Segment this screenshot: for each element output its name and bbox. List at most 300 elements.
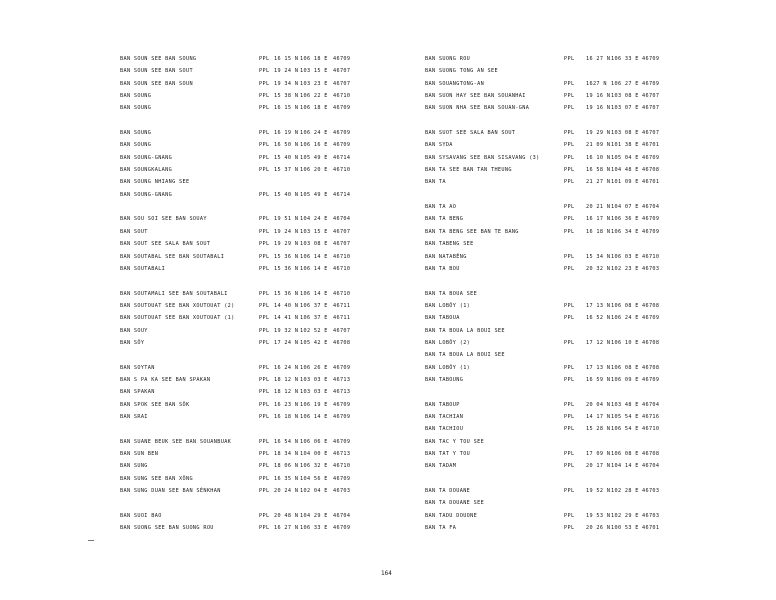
latitude: 19 24 N bbox=[274, 68, 299, 75]
feature-class: PPL bbox=[259, 389, 270, 396]
gazetteer-entry bbox=[120, 266, 420, 278]
latitude: 15 28 N bbox=[586, 426, 611, 433]
map-sheet-code: 46709 bbox=[333, 413, 351, 420]
gazetteer-entry bbox=[120, 278, 420, 290]
feature-class: PPL bbox=[259, 253, 270, 260]
gazetteer-entry bbox=[425, 476, 725, 488]
longitude: 101 09 E bbox=[611, 179, 639, 186]
latitude: 20 24 N bbox=[274, 488, 299, 495]
place-name: BAN TAT Y TOU bbox=[425, 451, 471, 457]
gazetteer-entry bbox=[120, 241, 420, 253]
place-name: BAN SOUY bbox=[120, 327, 148, 334]
gazetteer-entry bbox=[120, 81, 420, 93]
feature-class: PPL bbox=[564, 167, 575, 174]
gazetteer-entry bbox=[425, 130, 725, 142]
place-name: BAN SOUNG bbox=[120, 130, 152, 137]
place-name: BAN SOUN SEE BAN SOUN bbox=[120, 80, 193, 87]
latitude: 20 26 N bbox=[586, 525, 611, 532]
gazetteer-entry bbox=[425, 291, 725, 303]
latitude: 15 40 N bbox=[274, 191, 299, 198]
map-sheet-code: 46709 bbox=[333, 130, 351, 137]
latitude: 16 58 N bbox=[586, 167, 611, 174]
place-name: BAN SUONG TONG AN SEE bbox=[425, 68, 498, 75]
map-sheet-code: 46707 bbox=[642, 130, 660, 137]
map-sheet-code: 46709 bbox=[333, 56, 351, 62]
longitude: 104 00 E bbox=[300, 451, 328, 457]
gazetteer-entry bbox=[425, 216, 725, 228]
gazetteer-entry bbox=[120, 365, 420, 377]
margin-mark bbox=[88, 540, 94, 541]
feature-class: PPL bbox=[564, 142, 575, 149]
feature-class: PPL bbox=[259, 451, 270, 457]
gazetteer-entry bbox=[425, 500, 725, 512]
map-sheet-code: 46709 bbox=[642, 376, 660, 383]
longitude: 103 07 E bbox=[611, 105, 639, 112]
feature-class: PPL bbox=[259, 327, 270, 334]
place-name: BAN SOUNG bbox=[120, 105, 152, 112]
place-name: BAN SOUN SEE BAN SOUT bbox=[120, 68, 193, 75]
feature-class: PPL bbox=[259, 167, 270, 174]
map-sheet-code: 46710 bbox=[333, 463, 351, 470]
longitude: 102 52 E bbox=[300, 327, 328, 334]
longitude: 100 53 E bbox=[611, 525, 639, 532]
gazetteer-entry bbox=[425, 377, 725, 389]
gazetteer-entry bbox=[120, 229, 420, 241]
place-name: BAN TAC Y TOU SEE bbox=[425, 438, 485, 445]
longitude: 105 42 E bbox=[300, 339, 328, 346]
place-name: BAN SOUTABAL SEE BAN SOUTABALI bbox=[120, 253, 225, 260]
feature-class: PPL bbox=[564, 413, 575, 420]
latitude: 19 32 N bbox=[274, 327, 299, 334]
map-sheet-code: 46707 bbox=[333, 327, 351, 334]
longitude: 106 54 E bbox=[611, 426, 639, 433]
map-sheet-code: 46716 bbox=[642, 413, 660, 420]
map-sheet-code: 46709 bbox=[333, 401, 351, 408]
gazetteer-entry bbox=[120, 204, 420, 216]
map-sheet-code: 46710 bbox=[333, 265, 351, 272]
place-name: BAN SYDA bbox=[425, 142, 453, 149]
latitude: 16 27 N bbox=[274, 525, 299, 532]
place-name: BAN NATABÊNG bbox=[425, 253, 467, 260]
place-name: BAN SOUNGKALANG bbox=[120, 167, 173, 174]
feature-class: PPL bbox=[259, 130, 270, 137]
gazetteer-entry bbox=[425, 414, 725, 426]
longitude: 106 32 E bbox=[300, 463, 328, 470]
longitude: 106 19 E bbox=[300, 401, 328, 408]
place-name: BAN TA BOUA LA BOUI SEE bbox=[425, 327, 505, 334]
gazetteer-entry bbox=[120, 500, 420, 512]
place-name: BAN SOUNG bbox=[120, 93, 152, 100]
latitude: 16 18 N bbox=[586, 228, 611, 235]
longitude: 105 49 E bbox=[300, 191, 328, 198]
gazetteer-entry bbox=[425, 303, 725, 315]
gazetteer-entry bbox=[425, 105, 725, 117]
latitude: 15 36 N bbox=[274, 253, 299, 260]
longitude: 106 34 E bbox=[611, 228, 639, 235]
longitude: 106 14 E bbox=[300, 413, 328, 420]
map-sheet-code: 46710 bbox=[333, 253, 351, 260]
map-sheet-code: 46709 bbox=[333, 105, 351, 112]
latitude: 15 36 N bbox=[274, 290, 299, 297]
longitude: 101 38 E bbox=[611, 142, 639, 149]
map-sheet-code: 46708 bbox=[642, 451, 660, 457]
place-name: BAN SUON NHA SEE BAN SOUAN-GNA bbox=[425, 105, 530, 112]
gazetteer-entry bbox=[120, 451, 420, 463]
latitude: 19 16 N bbox=[586, 93, 611, 100]
map-sheet-code: 46707 bbox=[333, 228, 351, 235]
gazetteer-entry bbox=[120, 476, 420, 488]
gazetteer-entry bbox=[120, 254, 420, 266]
longitude: 103 23 E bbox=[300, 80, 328, 87]
latitude: 20 32 N bbox=[586, 265, 611, 272]
place-name: BAN TA DOUANE SEE bbox=[425, 500, 485, 507]
latitude: 16 19 N bbox=[274, 130, 299, 137]
latitude: 15 38 N bbox=[274, 93, 299, 100]
latitude: 19 29 N bbox=[586, 130, 611, 137]
feature-class: PPL bbox=[259, 512, 270, 519]
gazetteer-entry bbox=[120, 93, 420, 105]
longitude: 106 14 E bbox=[300, 290, 328, 297]
place-name: BAN SPAKAN bbox=[120, 389, 155, 396]
longitude: 106 33 E bbox=[300, 525, 328, 532]
latitude: 20 48 N bbox=[274, 512, 299, 519]
map-sheet-code: 46710 bbox=[642, 426, 660, 433]
map-sheet-code: 46701 bbox=[642, 179, 660, 186]
latitude: 19 52 N bbox=[586, 488, 611, 495]
longitude: 105 49 E bbox=[300, 154, 328, 161]
gazetteer-entry bbox=[120, 328, 420, 340]
longitude: 104 24 E bbox=[300, 216, 328, 223]
latitude: 16 50 N bbox=[274, 142, 299, 149]
page-number: 164 bbox=[381, 570, 392, 577]
feature-class: PPL bbox=[564, 376, 575, 383]
place-name: BAN TA BENG SEE BAN TE BANG bbox=[425, 228, 519, 235]
gazetteer-entry bbox=[120, 513, 420, 525]
longitude: 106 16 E bbox=[300, 142, 328, 149]
latitude: 16 15 N bbox=[274, 105, 299, 112]
longitude: 104 14 E bbox=[611, 463, 639, 470]
longitude: 106 08 E bbox=[611, 364, 639, 371]
latitude: 16 54 N bbox=[274, 438, 299, 445]
map-sheet-code: 46708 bbox=[642, 302, 660, 309]
map-sheet-code: 46710 bbox=[333, 167, 351, 174]
place-name: BAN SYSAVANG SEE BAN SISAVANG (3) bbox=[425, 154, 540, 161]
longitude: 106 36 E bbox=[611, 216, 639, 223]
feature-class: PPL bbox=[564, 426, 575, 433]
feature-class: PPL bbox=[564, 228, 575, 235]
map-sheet-code: 46709 bbox=[333, 475, 351, 482]
place-name: BAN SOUNG bbox=[120, 142, 152, 149]
latitude: 18 12 N bbox=[274, 389, 299, 396]
gazetteer-entry bbox=[425, 389, 725, 401]
map-sheet-code: 46714 bbox=[333, 154, 351, 161]
latitude: 16 18 N bbox=[274, 413, 299, 420]
longitude: 104 48 E bbox=[611, 167, 639, 174]
gazetteer-entry bbox=[425, 328, 725, 340]
latitude: 19 24 N bbox=[274, 228, 299, 235]
gazetteer-entry bbox=[425, 93, 725, 105]
place-name: BAN TA BOUA SEE bbox=[425, 290, 478, 297]
map-sheet-code: 46703 bbox=[333, 488, 351, 495]
gazetteer-entry bbox=[425, 56, 725, 68]
longitude: 106 18 E bbox=[300, 56, 328, 62]
map-sheet-code: 46708 bbox=[333, 339, 351, 346]
place-name: BAN LOBÔY (2) bbox=[425, 339, 471, 346]
map-sheet-code: 46709 bbox=[642, 228, 660, 235]
feature-class: PPL bbox=[564, 253, 575, 260]
map-sheet-code: 46703 bbox=[642, 488, 660, 495]
feature-class: PPL bbox=[564, 302, 575, 309]
map-sheet-code: 46709 bbox=[333, 438, 351, 445]
latitude: 18 34 N bbox=[274, 451, 299, 457]
gazetteer-entry bbox=[425, 315, 725, 327]
place-name: BAN SUN BEN bbox=[120, 451, 159, 457]
longitude: 102 29 E bbox=[611, 512, 639, 519]
place-name: BAN SUNG DUAN SEE BAN SÉNKHAN bbox=[120, 488, 221, 495]
latitude: 19 34 N bbox=[274, 80, 299, 87]
longitude: 106 24 E bbox=[300, 130, 328, 137]
place-name: BAN SOUTABALI bbox=[120, 265, 166, 272]
gazetteer-entry bbox=[120, 340, 420, 352]
feature-class: PPL bbox=[564, 130, 575, 137]
gazetteer-entry bbox=[120, 414, 420, 426]
place-name: BAN SOUT SEE SALA BAN SOUT bbox=[120, 241, 211, 248]
longitude: 106 08 E bbox=[611, 302, 639, 309]
feature-class: PPL bbox=[259, 93, 270, 100]
place-name: BAN TACHIOU bbox=[425, 426, 464, 433]
feature-class: PPL bbox=[564, 105, 575, 112]
place-name: BAN TABOUP bbox=[425, 401, 460, 408]
place-name: BAN TA BOU bbox=[425, 265, 460, 272]
latitude: 16 23 N bbox=[274, 401, 299, 408]
place-name: BAN TA BOUA LA BOUI SEE bbox=[425, 352, 505, 359]
map-sheet-code: 46710 bbox=[642, 253, 660, 260]
place-name: BAN TA AO bbox=[425, 204, 457, 211]
place-name: BAN SOUTOUAT SEE BAN XOUTOUAT (2) bbox=[120, 302, 235, 309]
longitude: 102 04 E bbox=[300, 488, 328, 495]
map-sheet-code: 46703 bbox=[642, 512, 660, 519]
map-sheet-code: 46709 bbox=[333, 525, 351, 532]
feature-class: PPL bbox=[259, 364, 270, 371]
map-sheet-code: 46707 bbox=[333, 80, 351, 87]
gazetteer-entry bbox=[425, 439, 725, 451]
longitude: 106 24 E bbox=[611, 315, 639, 322]
longitude: 103 03 E bbox=[300, 376, 328, 383]
feature-class: PPL bbox=[564, 451, 575, 457]
longitude: 103 48 E bbox=[611, 401, 639, 408]
gazetteer-entry bbox=[425, 451, 725, 463]
longitude: 106 14 E bbox=[300, 253, 328, 260]
feature-class: PPL bbox=[259, 413, 270, 420]
latitude: 20 04 N bbox=[586, 401, 611, 408]
feature-class: PPL bbox=[259, 241, 270, 248]
feature-class: PPL bbox=[259, 438, 270, 445]
feature-class: PPL bbox=[564, 315, 575, 322]
longitude: 102 28 E bbox=[611, 488, 639, 495]
gazetteer-entry bbox=[120, 192, 420, 204]
place-name: BAN TADAM bbox=[425, 463, 457, 470]
place-name: BAN TA FA bbox=[425, 525, 457, 532]
gazetteer-entry bbox=[425, 229, 725, 241]
place-name: BAN SOUNG NHIANG SEE bbox=[120, 179, 190, 186]
gazetteer-entry bbox=[425, 402, 725, 414]
longitude: 104 07 E bbox=[611, 204, 639, 211]
longitude: 106 14 E bbox=[300, 265, 328, 272]
map-sheet-code: 46709 bbox=[642, 80, 660, 87]
feature-class: PPL bbox=[564, 364, 575, 371]
feature-class: PPL bbox=[259, 339, 270, 346]
map-sheet-code: 46709 bbox=[642, 315, 660, 322]
place-name: BAN SOUTOUAT SEE BAN XOUTOUAT (1) bbox=[120, 315, 235, 322]
place-name: BAN SUOI BAO bbox=[120, 512, 162, 519]
place-name: BAN SOUN SEE BAN SOUNG bbox=[120, 56, 197, 62]
gazetteer-entry bbox=[425, 118, 725, 130]
feature-class: PPL bbox=[564, 80, 575, 87]
map-sheet-code: 46704 bbox=[642, 401, 660, 408]
place-name: BAN SUANE BEUK SEE BAN SOUANBUAK bbox=[120, 438, 232, 445]
place-name: BAN TA SEE BAN TAN THEUNG bbox=[425, 167, 512, 174]
latitude: 21 09 N bbox=[586, 142, 611, 149]
feature-class: PPL bbox=[259, 191, 270, 198]
gazetteer-entry bbox=[120, 315, 420, 327]
feature-class: PPL bbox=[259, 68, 270, 75]
place-name: BAN SUNG SEE BAN XÔNG bbox=[120, 475, 193, 482]
map-sheet-code: 46711 bbox=[333, 302, 351, 309]
map-sheet-code: 46703 bbox=[642, 265, 660, 272]
latitude: 15 36 N bbox=[274, 265, 299, 272]
gazetteer-entry bbox=[120, 525, 420, 537]
gazetteer-entry bbox=[120, 118, 420, 130]
longitude: 106 26 E bbox=[300, 364, 328, 371]
place-name: BAN SRAI bbox=[120, 413, 148, 420]
longitude: 103 03 E bbox=[300, 389, 328, 396]
gazetteer-entry bbox=[120, 488, 420, 500]
gazetteer-entry bbox=[425, 463, 725, 475]
left-column bbox=[120, 56, 420, 537]
gazetteer-entry bbox=[120, 68, 420, 80]
place-name: BAN TA BENG bbox=[425, 216, 464, 223]
longitude: 103 08 E bbox=[611, 93, 639, 100]
gazetteer-entry bbox=[425, 68, 725, 80]
gazetteer-entry bbox=[120, 216, 420, 228]
latitude: 21 27 N bbox=[586, 179, 611, 186]
latitude: 17 24 N bbox=[274, 339, 299, 346]
gazetteer-entry bbox=[120, 105, 420, 117]
place-name: BAN SOUNG-GNANG bbox=[120, 154, 173, 161]
place-name: BAN TA bbox=[425, 179, 446, 186]
map-sheet-code: 46710 bbox=[333, 93, 351, 100]
feature-class: PPL bbox=[564, 401, 575, 408]
gazetteer-entry bbox=[120, 463, 420, 475]
latitude: 16 27 N bbox=[586, 56, 611, 62]
gazetteer-entry bbox=[120, 179, 420, 191]
place-name: BAN SPOK SEE BAN SÔK bbox=[120, 401, 190, 408]
gazetteer-entry bbox=[425, 142, 725, 154]
longitude: 102 23 E bbox=[611, 265, 639, 272]
place-name: BAN SUONG SEE BAN SUONG ROU bbox=[120, 525, 214, 532]
feature-class: PPL bbox=[259, 290, 270, 297]
gazetteer-entry bbox=[425, 167, 725, 179]
feature-class: PPL bbox=[259, 142, 270, 149]
longitude: 106 37 E bbox=[300, 315, 328, 322]
latitude: 16 24 N bbox=[274, 364, 299, 371]
place-name: BAN TA DOUANE bbox=[425, 488, 471, 495]
map-sheet-code: 46707 bbox=[642, 105, 660, 112]
gazetteer-entry bbox=[425, 278, 725, 290]
feature-class: PPL bbox=[259, 80, 270, 87]
latitude: 16 59 N bbox=[586, 376, 611, 383]
feature-class: PPL bbox=[564, 216, 575, 223]
feature-class: PPL bbox=[564, 339, 575, 346]
feature-class: PPL bbox=[259, 401, 270, 408]
longitude: 104 56 E bbox=[300, 475, 328, 482]
latitude: 16 35 N bbox=[274, 475, 299, 482]
feature-class: PPL bbox=[564, 463, 575, 470]
gazetteer-entry bbox=[120, 167, 420, 179]
latitude: 14 17 N bbox=[586, 413, 611, 420]
feature-class: PPL bbox=[259, 488, 270, 495]
gazetteer-entry bbox=[425, 241, 725, 253]
map-sheet-code: 46709 bbox=[333, 364, 351, 371]
right-column bbox=[425, 56, 725, 537]
longitude: 106 08 E bbox=[611, 451, 639, 457]
map-sheet-code: 46708 bbox=[642, 167, 660, 174]
map-sheet-code: 46711 bbox=[333, 315, 351, 322]
latitude: 18 06 N bbox=[274, 463, 299, 470]
latitude: 17 13 N bbox=[586, 364, 611, 371]
feature-class: PPL bbox=[259, 216, 270, 223]
feature-class: PPL bbox=[564, 179, 575, 186]
map-sheet-code: 46714 bbox=[333, 191, 351, 198]
gazetteer-entry bbox=[120, 155, 420, 167]
feature-class: PPL bbox=[259, 463, 270, 470]
feature-class: PPL bbox=[564, 265, 575, 272]
feature-class: PPL bbox=[259, 105, 270, 112]
map-sheet-code: 46710 bbox=[333, 290, 351, 297]
place-name: BAN SOYTAN bbox=[120, 364, 155, 371]
map-sheet-code: 46709 bbox=[333, 142, 351, 149]
gazetteer-entry bbox=[425, 365, 725, 377]
longitude: 106 03 E bbox=[611, 253, 639, 260]
feature-class: PPL bbox=[259, 56, 270, 62]
map-sheet-code: 46709 bbox=[642, 56, 660, 62]
place-name: BAN TACHIAN bbox=[425, 413, 464, 420]
longitude: 106 18 E bbox=[300, 105, 328, 112]
latitude: 19 53 N bbox=[586, 512, 611, 519]
map-sheet-code: 46709 bbox=[642, 216, 660, 223]
feature-class: PPL bbox=[564, 525, 575, 532]
gazetteer-entry bbox=[425, 340, 725, 352]
longitude: 103 08 E bbox=[611, 130, 639, 137]
longitude: 106 22 E bbox=[300, 93, 328, 100]
longitude: 106 37 E bbox=[300, 302, 328, 309]
longitude: 106 06 E bbox=[300, 438, 328, 445]
gazetteer-entry bbox=[425, 266, 725, 278]
gazetteer-entry bbox=[120, 303, 420, 315]
feature-class: PPL bbox=[259, 525, 270, 532]
feature-class: PPL bbox=[259, 475, 270, 482]
latitude: 1627 N bbox=[586, 80, 607, 87]
place-name: BAN LOBÔY (1) bbox=[425, 302, 471, 309]
latitude: 17 09 N bbox=[586, 451, 611, 457]
longitude: 104 29 E bbox=[300, 512, 328, 519]
gazetteer-entry bbox=[120, 291, 420, 303]
gazetteer-entry bbox=[120, 142, 420, 154]
map-sheet-code: 46708 bbox=[642, 364, 660, 371]
gazetteer-entry bbox=[120, 56, 420, 68]
gazetteer-entry bbox=[425, 254, 725, 266]
feature-class: PPL bbox=[564, 56, 575, 62]
